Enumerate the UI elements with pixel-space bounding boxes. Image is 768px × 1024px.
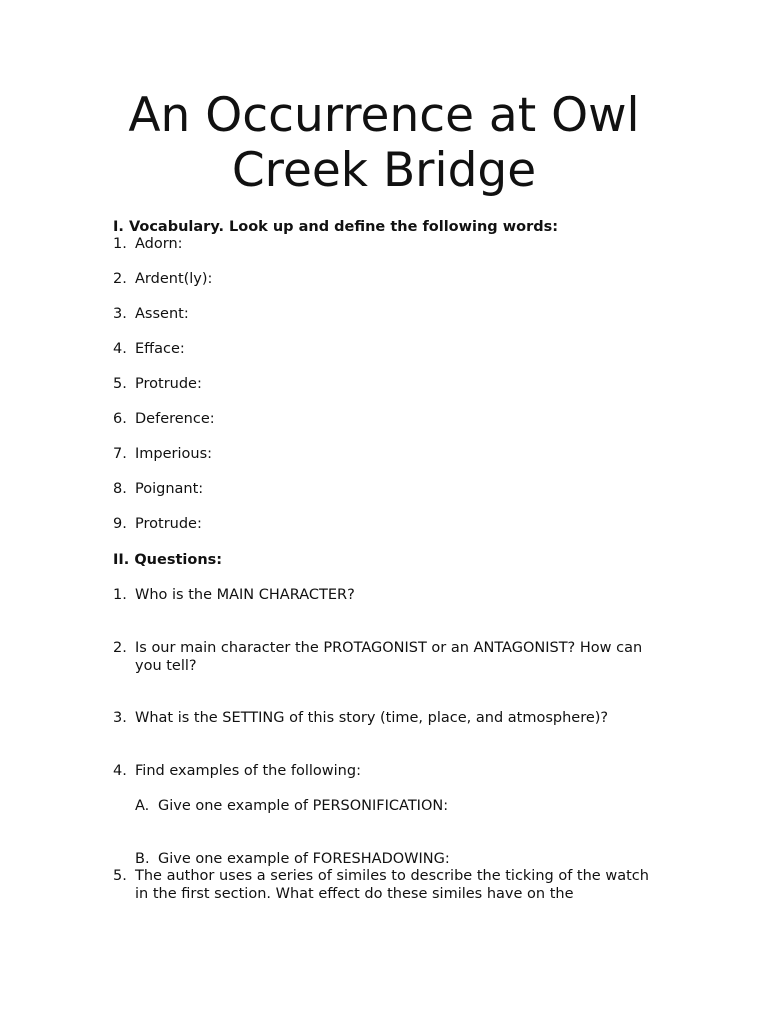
vocabulary-item — [113, 305, 653, 323]
item-text: Assent: — [135, 306, 189, 322]
question-item — [113, 586, 653, 604]
vocabulary-item — [113, 270, 653, 288]
subitem-letter: B. — [135, 851, 150, 867]
vocabulary-heading: I. Vocabulary. Look up and define the following words: — [113, 219, 559, 235]
vocabulary-item — [113, 235, 653, 253]
subitem-text: Give one example of FORESHADOWING: — [158, 851, 450, 867]
vocabulary-item — [113, 445, 653, 463]
question-item — [113, 867, 653, 903]
page-title — [0, 88, 768, 198]
item-number: 2. — [113, 640, 127, 656]
item-number: 4. — [113, 341, 127, 357]
item-number: 4. — [113, 763, 127, 779]
item-text: Poignant: — [135, 481, 204, 497]
question-subitem — [135, 797, 655, 815]
item-text: What is the SETTING of this story (time, place, and atmosphere)? — [135, 710, 609, 726]
question-subitem — [135, 850, 655, 868]
title-line-1: An Occurrence at Owl — [128, 88, 640, 143]
item-text: Protrude: — [135, 516, 202, 532]
item-text: Adorn: — [135, 236, 183, 252]
item-number: 7. — [113, 446, 127, 462]
question-item — [113, 762, 653, 780]
question-item — [113, 639, 653, 675]
item-number: 1. — [113, 587, 127, 603]
item-text: Efface: — [135, 341, 185, 357]
subitem-letter: A. — [135, 798, 150, 814]
item-text: Is our main character the PROTAGONIST or an ANTAGONIST? How can you tell? — [135, 640, 643, 674]
item-text: Deference: — [135, 411, 215, 427]
title-line-2: Creek Bridge — [231, 143, 537, 198]
item-number: 6. — [113, 411, 127, 427]
item-text: Who is the MAIN CHARACTER? — [135, 587, 355, 603]
item-number: 5. — [113, 376, 127, 392]
item-text: The author uses a series of similes to describe the ticking of the watch in the first section. What effect do these similes have on the — [135, 868, 649, 902]
question-item — [113, 709, 653, 727]
questions-heading: II. Questions: — [113, 552, 223, 568]
vocabulary-item — [113, 480, 653, 498]
vocabulary-item — [113, 410, 653, 428]
subitem-text: Give one example of PERSONIFICATION: — [158, 798, 449, 814]
item-number: 8. — [113, 481, 127, 497]
vocabulary-item — [113, 375, 653, 393]
item-text: Find examples of the following: — [135, 763, 361, 779]
item-text: Protrude: — [135, 376, 202, 392]
vocabulary-item — [113, 340, 653, 358]
item-number: 2. — [113, 271, 127, 287]
item-number: 3. — [113, 710, 127, 726]
item-number: 1. — [113, 236, 127, 252]
vocabulary-item — [113, 515, 653, 533]
item-number: 5. — [113, 868, 127, 884]
item-number: 3. — [113, 306, 127, 322]
item-text: Imperious: — [135, 446, 213, 462]
item-text: Ardent(ly): — [135, 271, 213, 287]
item-number: 9. — [113, 516, 127, 532]
